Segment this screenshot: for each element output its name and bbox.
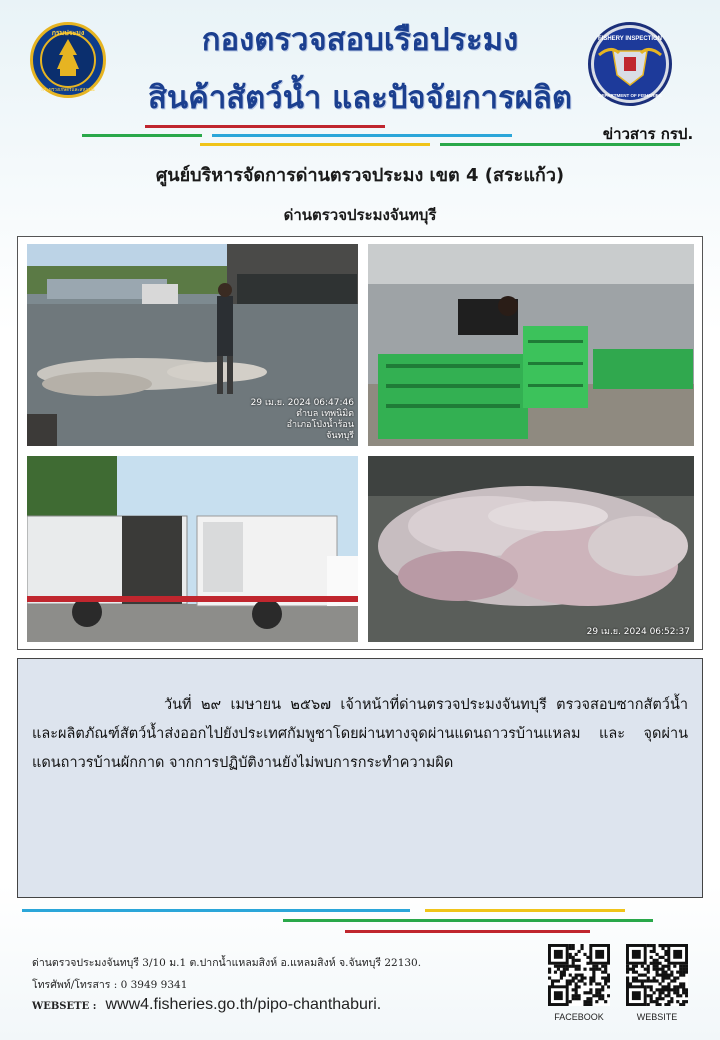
photo-trucks [27, 456, 358, 642]
header-blue-line [212, 134, 512, 137]
photo1-stamp-line4: จันทบุรี [326, 431, 354, 441]
photo1-stamp-line3: อำเภอโป่งน้ำร้อน [286, 420, 354, 430]
news-paragraph: วันที่ ๒๙ เมษายน ๒๕๖๗ เจ้าหน้าที่ด่านตรวจประมงจันทบุรี ตรวจสอบซากสัตว์น้ำและผลิตภัณฑ์สัตว์น้ำส่งออกไปยังประเทศกัมพูชาโดยผ่านทางจุดผ่านแดนถาวรบ้านแหลม และ จุดผ่านแดนถาวรบ้านผักกาด จากการปฏิบัติงานยังไม่พบการกระทำความผิด [32, 697, 688, 771]
logo-left-bottom-text: กระทรวงเกษตรและสหกรณ์ [41, 88, 95, 93]
footer-red-line [345, 930, 590, 933]
footer-blue-line [22, 909, 410, 912]
logo-left-top-text: กรมประมง [51, 29, 85, 37]
photo4-timestamp: 29 เม.ย. 2024 06:52:37 [586, 627, 690, 637]
footer-website-url[interactable]: www4.fisheries.go.th/pipo-chanthaburi. [105, 996, 382, 1013]
footer-website-row [32, 994, 532, 1014]
photo-fish-on-ground [27, 244, 358, 446]
news-body [17, 658, 703, 898]
footer-green-line [283, 919, 653, 922]
news-label: ข่าวสาร กรป. [602, 125, 694, 143]
footer-website-label: WEBSETE : [32, 1001, 97, 1012]
department-of-fisheries-logo [30, 22, 106, 98]
facebook-qr-label: FACEBOOK [554, 1012, 604, 1022]
center-name: ศูนย์บริหารจัดการด่านตรวจประมง เขต 4 (สระแก้ว) [155, 165, 565, 186]
facebook-qr-code[interactable] [548, 944, 610, 1006]
header-title-line2: สินค้าสัตว์น้ำ และปัจจัยการผลิต [147, 80, 573, 116]
photo1-stamp-line2: ตำบล เทพนิมิต [296, 409, 354, 419]
logo-right-top-text: FISHERY INSPECTION [597, 36, 663, 42]
fishery-inspection-logo [588, 22, 672, 106]
header-red-line [145, 125, 385, 128]
footer-address: ด่านตรวจประมงจันทบุรี 3/10 ม.1 ต.ปากน้ำแหลมสิงห์ อ.แหลมสิงห์ จ.จันทบุรี 22130. [32, 957, 422, 969]
footer-phone: โทรศัพท์/โทรสาร : 0 3949 9341 [32, 979, 188, 991]
photo-green-crates [368, 244, 694, 446]
header-yellow-line [200, 143, 430, 146]
photo1-timestamp [251, 398, 354, 442]
photo1-stamp-line1: 29 เม.ย. 2024 06:47:46 [250, 398, 354, 408]
website-qr-code[interactable] [626, 944, 688, 1006]
header-title-line1: กองตรวจสอบเรือประมง [201, 22, 519, 58]
header-green-line [82, 134, 202, 137]
checkpoint-name: ด่านตรวจประมงจันทบุรี [283, 206, 437, 224]
website-qr-label: WEBSITE [636, 1012, 678, 1022]
logo-right-bottom-text: DEPARTMENT OF FISHERIES [598, 93, 662, 98]
footer-yellow-line [425, 909, 625, 912]
photo-fish-pile [368, 456, 694, 642]
